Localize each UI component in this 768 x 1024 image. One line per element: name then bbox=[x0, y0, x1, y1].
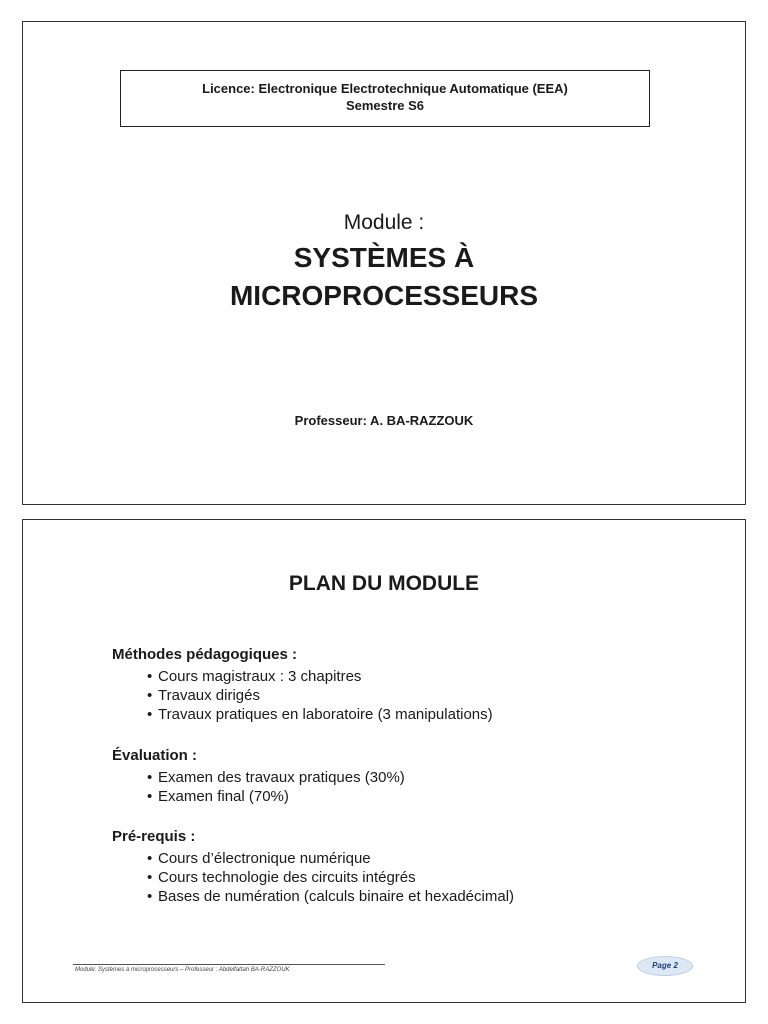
footer-text: Module: Systèmes à microprocesseurs – Professeur : Abdelfattah BA-RAZZOUK bbox=[75, 967, 290, 973]
program-line: Licence: Electronique Electrotechnique Automatique (EEA) bbox=[202, 81, 568, 96]
list-item: • Cours d’électronique numérique bbox=[147, 849, 712, 868]
list-item: • Bases de numération (calculs binaire et hexadécimal) bbox=[147, 887, 712, 906]
bullet-list bbox=[112, 849, 712, 906]
section-prerequis bbox=[112, 827, 712, 906]
plan-title: PLAN DU MODULE bbox=[288, 572, 480, 595]
list-item: • Examen final (70%) bbox=[147, 787, 712, 806]
list-item: • Travaux pratiques en laboratoire (3 manipulations) bbox=[147, 705, 712, 724]
professor-name: Professeur: A. BA-RAZZOUK bbox=[294, 413, 474, 428]
section-heading: Méthodes pédagogiques : bbox=[112, 646, 298, 663]
section-heading: Pré-requis : bbox=[112, 828, 196, 845]
list-item: • Cours technologie des circuits intégrés bbox=[147, 868, 712, 887]
section-heading: Évaluation : bbox=[112, 747, 198, 764]
list-item: • Cours magistraux : 3 chapitres bbox=[147, 667, 712, 686]
module-title bbox=[23, 239, 745, 315]
module-label: Module : bbox=[343, 211, 425, 234]
page-number-badge: Page 2 bbox=[637, 956, 693, 976]
footer-divider bbox=[73, 964, 385, 965]
list-item: • Travaux dirigés bbox=[147, 686, 712, 705]
list-item: • Examen des travaux pratiques (30%) bbox=[147, 768, 712, 787]
slide-cover bbox=[22, 21, 746, 505]
bullet-list bbox=[112, 768, 712, 806]
program-header-box bbox=[120, 70, 650, 127]
section-evaluation bbox=[112, 746, 712, 806]
slide-plan bbox=[22, 519, 746, 1003]
module-title-line-2: MICROPROCESSEURS bbox=[229, 280, 539, 311]
semester-line: Semestre S6 bbox=[345, 98, 425, 113]
section-methodes bbox=[112, 645, 712, 724]
bullet-list bbox=[112, 667, 712, 724]
module-title-line-1: SYSTÈMES À bbox=[293, 242, 475, 273]
